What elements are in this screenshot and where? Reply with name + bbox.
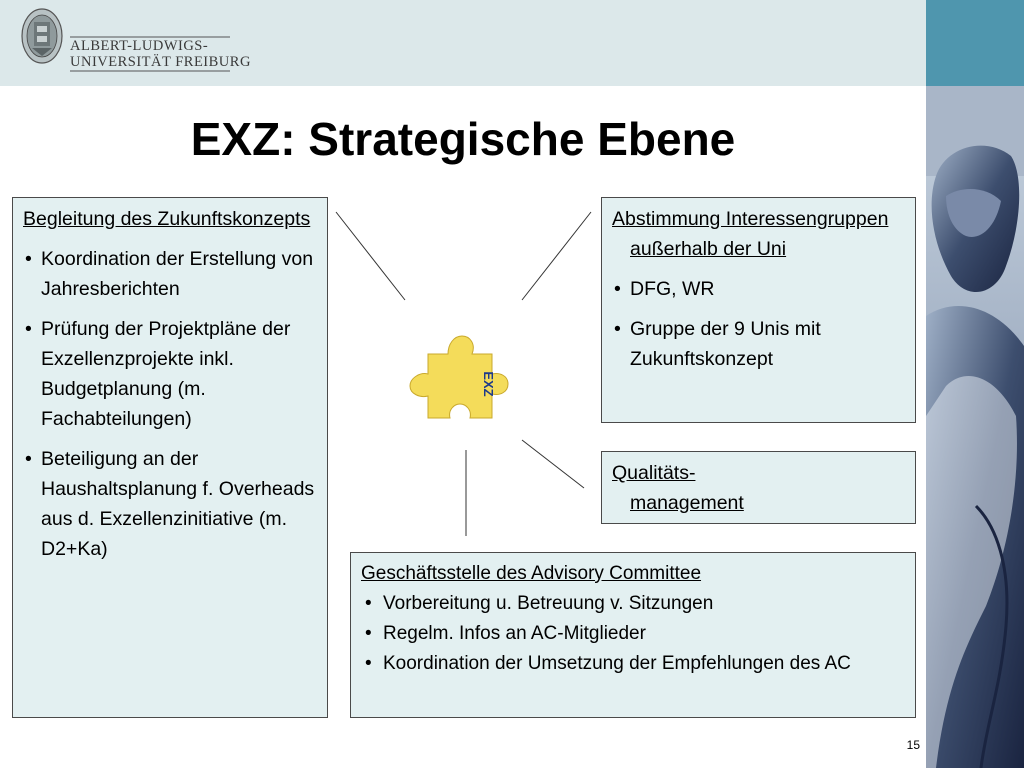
statue-image: [926, 86, 1024, 768]
university-name-line2: UNIVERSITÄT FREIBURG: [70, 54, 251, 70]
logo-rule-bottom: [70, 70, 230, 72]
list-item: • Koordination der Erstellung von Jahresberichten: [23, 244, 319, 304]
bottom-box-heading: Geschäftsstelle des Advisory Committee: [361, 563, 702, 584]
university-name-line1: ALBERT-LUDWIGS-: [70, 38, 209, 54]
bottom-box-advisory-committee: [350, 552, 916, 718]
slide-title: EXZ: Strategische Ebene: [190, 113, 736, 165]
side-accent-band: [926, 0, 1024, 86]
list-item: • Koordination der Umsetzung der Empfehlungen des AC: [361, 649, 907, 679]
bottom-box-list: [361, 589, 907, 679]
list-item: • Gruppe der 9 Unis mit Zukunftskonzept: [612, 314, 907, 374]
list-item: • DFG, WR: [612, 274, 907, 304]
left-box-list: [23, 244, 319, 564]
list-item: • Regelm. Infos an AC-Mitglieder: [361, 619, 907, 649]
left-box-heading: Begleitung des Zukunftskonzepts: [23, 208, 311, 230]
right-top-box-heading: Abstimmung Interessengruppen außerhalb der Uni: [612, 208, 889, 260]
right-mid-box-qualitaet: [601, 451, 916, 524]
page-number: 15: [906, 738, 920, 752]
list-item: • Vorbereitung u. Betreuung v. Sitzungen: [361, 589, 907, 619]
university-logo: [20, 6, 251, 72]
right-top-box-list: [612, 274, 907, 374]
puzzle-label: EXZ: [481, 371, 496, 397]
list-item: • Beteiligung an der Haushaltsplanung f. Overheads aus d. Exzellenzinitiative (m. D2+Ka): [23, 444, 319, 564]
left-box-zukunftskonzept: [12, 197, 328, 718]
right-top-box-abstimmung: [601, 197, 916, 423]
list-item: • Prüfung der Projektpläne der Exzellenzprojekte inkl. Budgetplanung (m. Fachabteilungen): [23, 314, 319, 434]
right-mid-box-heading: Qualitäts-management: [612, 462, 744, 514]
puzzle-piece-icon: [396, 332, 516, 432]
university-seal-icon: [20, 6, 64, 66]
